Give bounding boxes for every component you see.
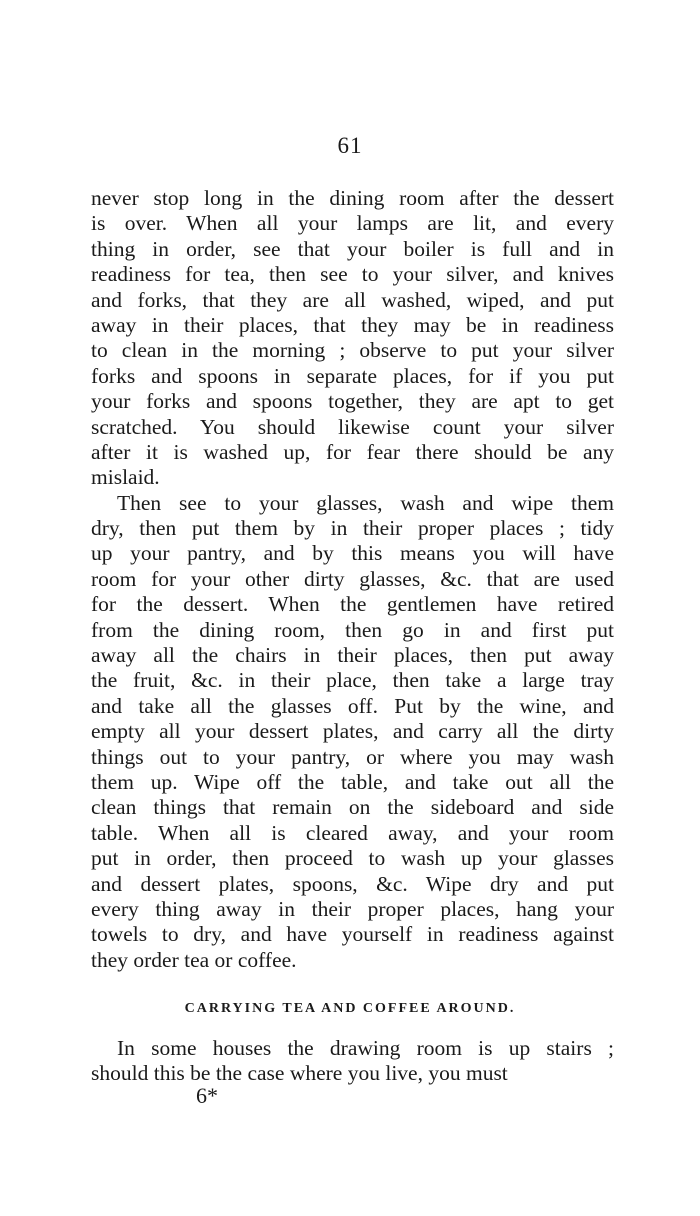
text-line: and dessert plates, spoons, &c. Wipe dry and put [91,871,614,896]
text-line: towels to dry, and have yourself in readiness against [91,922,614,947]
text-line: never stop long in the dining room after the dessert [91,186,614,210]
text-line: from the dining room, then go in and first put [91,617,614,642]
section-heading: CARRYING TEA AND COFFEE AROUND. [184,1001,516,1016]
signature-mark: 6* [196,1083,218,1108]
text-line: things out to your pantry, or where you may wash [91,744,614,769]
text-line: after it is washed up, for fear there should be any [91,439,614,464]
text-line: In some houses the drawing room is up stairs ; [117,1036,614,1060]
text-line: away in their places, that they may be in readiness [91,312,614,337]
text-line: should this be the case where you live, you must [91,1061,508,1086]
text-line: to clean in the morning ; observe to put your silver [91,338,614,363]
text-line: every thing away in their proper places, hang your [91,896,614,921]
text-line: and take all the glasses off. Put by the wine, and [91,693,614,718]
text-line: table. When all is cleared away, and your room [91,820,614,845]
text-line: for the dessert. When the gentlemen have retired [91,592,614,617]
text-line: forks and spoons in separate places, for if you put [91,363,614,388]
text-line: the fruit, &c. in their place, then take a large tray [91,668,614,693]
text-line: empty all your dessert plates, and carry all the dirty [91,719,614,744]
text-line: scratched. You should likewise count your silver [91,414,614,439]
paragraph-2 [91,491,614,973]
text-line: they order tea or coffee. [91,947,297,972]
text-line: clean things that remain on the sideboard and side [91,795,614,820]
text-line: dry, then put them by in their proper places ; tidy [91,516,614,541]
text-line: room for your other dirty glasses, &c. that are used [91,566,614,591]
text-line: put in order, then proceed to wash up your glasses [91,846,614,871]
text-line: up your pantry, and by this means you will have [91,541,614,566]
text-line: them up. Wipe off the table, and take out all the [91,769,614,794]
text-line: Then see to your glasses, wash and wipe them [117,490,614,515]
page-number: 61 [337,133,363,158]
main-text-block [91,186,614,973]
text-line: readiness for tea, then see to your silver, and knives [91,262,614,287]
paragraph-1 [91,186,614,491]
paragraph-3 [91,1036,614,1087]
text-line: and forks, that they are all washed, wiped, and put [91,287,614,312]
text-line: is over. When all your lamps are lit, and every [91,211,614,236]
text-line: thing in order, see that your boiler is full and in [91,236,614,261]
text-line: mislaid. [91,465,160,490]
text-line: away all the chairs in their places, then put away [91,643,614,668]
text-line: your forks and spoons together, they are apt to get [91,389,614,414]
